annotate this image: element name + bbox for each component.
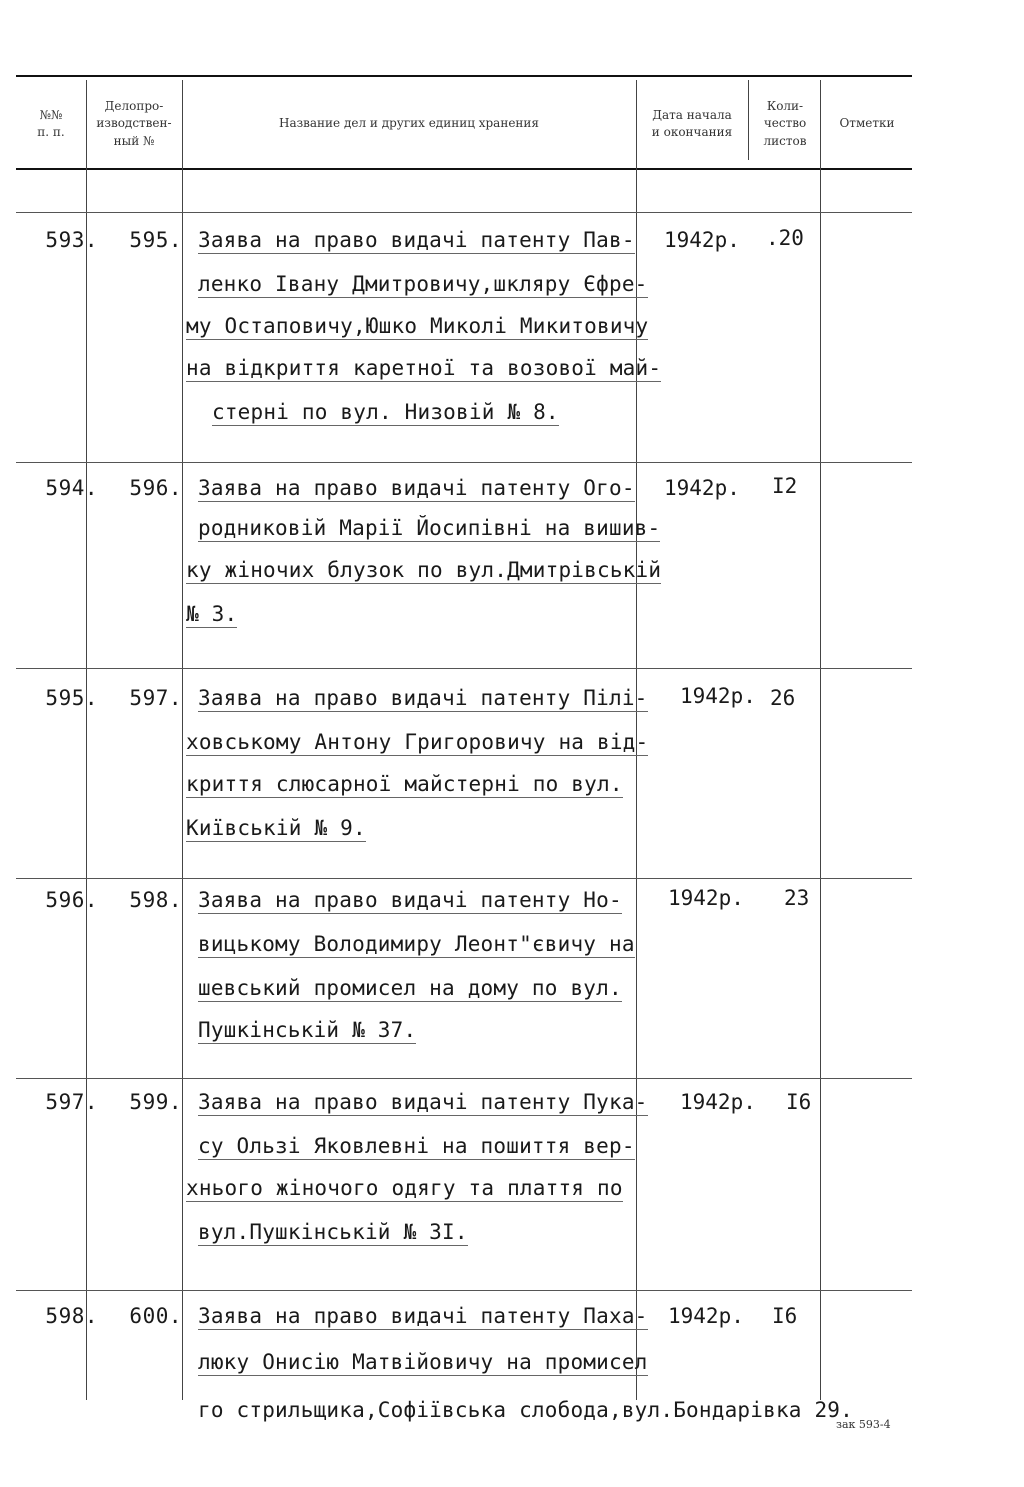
entry-title-line: му Остаповичу,Юшко Миколі Микитовичу bbox=[186, 314, 649, 338]
header-col-count: Коли- чество листов bbox=[763, 98, 807, 148]
entry-title-line: ленко Івану Дмитровичу,шкляру Єфре- bbox=[198, 272, 648, 296]
entry-date: 1942р. bbox=[664, 228, 740, 252]
entry-title-line: ку жіночих блузок по вул.Дмитрівській bbox=[186, 558, 662, 582]
entry-sequence-number: 598. bbox=[45, 1304, 98, 1328]
entry-title-line: № 3. bbox=[186, 602, 238, 626]
entry-title-line: стерні по вул. Низовій № 8. bbox=[212, 400, 559, 424]
entry-title-line: Заява на право видачі патенту Но- bbox=[198, 888, 622, 912]
header-col-dates: Дата начала и окончания bbox=[651, 107, 733, 139]
ruled-line bbox=[16, 1290, 912, 1291]
entry-sheet-count: .20 bbox=[766, 226, 804, 250]
header-col-number: №№ п. п. bbox=[37, 107, 65, 139]
entry-title-line: су Ользі Яковлевні на пошиття вер- bbox=[198, 1134, 635, 1158]
entry-office-number: 596. bbox=[129, 476, 182, 500]
entry-office-number: 600. bbox=[129, 1304, 182, 1328]
entry-title-line: го стрильщика,Софіївська слобода,вул.Бондарівка 29. bbox=[198, 1398, 853, 1422]
entry-title-line: вицькому Володимиру Леонт"євичу на bbox=[198, 932, 635, 956]
entry-office-number: 598. bbox=[129, 888, 182, 912]
entry-sheet-count: I6 bbox=[772, 1304, 798, 1328]
column-divider-2 bbox=[182, 80, 183, 1400]
ruled-line bbox=[16, 462, 912, 463]
ruled-line bbox=[16, 1078, 912, 1079]
entry-date: 1942р. bbox=[680, 1090, 756, 1114]
column-divider-5 bbox=[820, 80, 821, 1400]
entry-sheet-count: I2 bbox=[772, 474, 798, 498]
entry-title-line: Київській № 9. bbox=[186, 816, 366, 840]
entry-title-line: Заява на право видачі патенту Пав- bbox=[198, 228, 635, 252]
ruled-line bbox=[16, 878, 912, 879]
entry-title-line: ховському Антону Григоровичу на від- bbox=[186, 730, 649, 754]
entry-title-line: Заява на право видачі патенту Ого- bbox=[198, 476, 635, 500]
entry-sequence-number: 596. bbox=[45, 888, 98, 912]
entry-title-line: родниковій Марії Йосипівні на вишив- bbox=[198, 516, 661, 540]
entry-office-number: 595. bbox=[129, 228, 182, 252]
header-bottom-rule bbox=[16, 168, 912, 170]
entry-office-number: 597. bbox=[129, 686, 182, 710]
entry-title-line: Заява на право видачі патенту Пука- bbox=[198, 1090, 648, 1114]
header-col-office-number: Делопро- изводствен- ный № bbox=[96, 98, 172, 148]
entry-sequence-number: 597. bbox=[45, 1090, 98, 1114]
entry-date: 1942р. bbox=[664, 476, 740, 500]
ruled-line bbox=[16, 668, 912, 669]
entry-sheet-count: 23 bbox=[784, 886, 810, 910]
print-order-mark: зак 593-4 bbox=[836, 1418, 891, 1431]
entry-sequence-number: 595. bbox=[45, 686, 98, 710]
entry-date: 1942р. bbox=[668, 886, 744, 910]
entry-title-line: люку Онисію Матвійовичу на промисел bbox=[198, 1350, 648, 1374]
entry-title-line: Пушкінській № 37. bbox=[198, 1018, 417, 1042]
column-divider-4 bbox=[748, 80, 749, 160]
entry-date: 1942р. bbox=[668, 1304, 744, 1328]
entry-title-line: шевський промисел на дому по вул. bbox=[198, 976, 622, 1000]
entry-title-line: Заява на право видачі патенту Паха- bbox=[198, 1304, 648, 1328]
header-col-title: Название дел и других единиц хранения bbox=[278, 116, 539, 131]
entry-title-line: вул.Пушкінській № 3I. bbox=[198, 1220, 468, 1244]
header-top-rule bbox=[16, 75, 912, 77]
entry-sheet-count: I6 bbox=[786, 1090, 812, 1114]
entry-sequence-number: 594. bbox=[45, 476, 98, 500]
entry-sheet-count: 26 bbox=[770, 686, 796, 710]
column-divider-1 bbox=[86, 80, 87, 1400]
entry-title-line: на відкриття каретної та возової май- bbox=[186, 356, 662, 380]
entry-sequence-number: 593. bbox=[45, 228, 98, 252]
entry-title-line: криття слюсарної майстерні по вул. bbox=[186, 772, 623, 796]
header-col-notes: Отметки bbox=[839, 116, 895, 131]
entry-title-line: Заява на право видачі патенту Пілі- bbox=[198, 686, 648, 710]
entry-date: 1942р. bbox=[680, 684, 756, 708]
entry-title-line: хнього жіночого одягу та плаття по bbox=[186, 1176, 623, 1200]
entry-office-number: 599. bbox=[129, 1090, 182, 1114]
ruled-line bbox=[16, 212, 912, 213]
